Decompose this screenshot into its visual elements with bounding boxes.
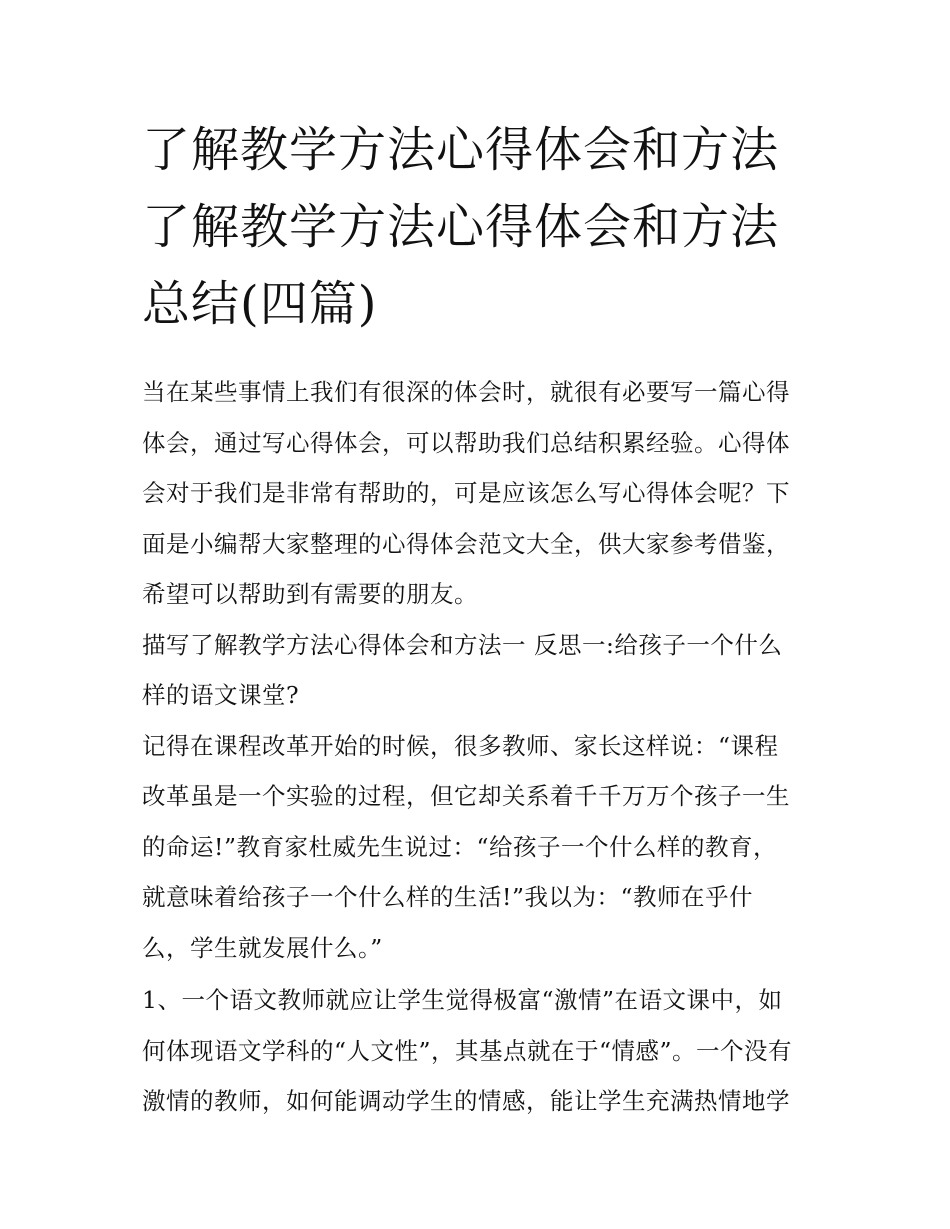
section-heading [142,620,822,721]
text-line: 何体现语文学科的“人文性”，其基点就在于“情感”。一个没有 [142,1036,793,1065]
text-line: 1、一个语文教师就应让学生觉得极富“激情”在语文课中，如 [142,986,783,1014]
intro-paragraph [142,367,822,620]
text-line: 的命运!”教育家杜威先生说过：“给孩子一个什么样的教育， [142,832,777,861]
text-line: 描写了解教学方法心得体会和方法一 反思一:给孩子一个什么 [142,630,783,659]
text-line: 改革虽是一个实验的过程，但它却关系着千千万万个孩子一生 [142,782,790,810]
text-line: 体会，通过写心得体会，可以帮助我们总结积累经验。心得体 [142,428,790,457]
text-line: 记得在课程改革开始的时候，很多教师、家长这样说：“课程 [142,731,779,760]
title-line: 了解教学方法心得体会和方法 [142,199,780,255]
text-line: 么，学生就发展什么。” [142,933,383,962]
text-line: 希望可以帮助到有需要的朋友。 [142,580,478,608]
text-line: 激情的教师，如何能调动学生的情感，能让学生充满热情地学 [142,1087,790,1115]
text-line: 会对于我们是非常有帮助的，可是应该怎么写心得体会呢？下 [142,479,790,507]
text-line: 就意味着给孩子一个什么样的生活!”我以为：“教师在乎什 [142,883,753,911]
text-line: 样的语文课堂? [142,681,300,709]
text-line: 面是小编帮大家整理的心得体会范文大全，供大家参考借鉴， [142,529,790,558]
title-line: 了解教学方法心得体会和方法 [142,122,780,178]
numbered-item-paragraph [142,975,822,1127]
text-line: 当在某些事情上我们有很深的体会时，就很有必要写一篇心得 [142,378,790,406]
document-title [142,112,822,343]
quote-paragraph [142,721,822,974]
document-page [142,112,822,1127]
title-line: 总结(四篇) [142,276,378,332]
